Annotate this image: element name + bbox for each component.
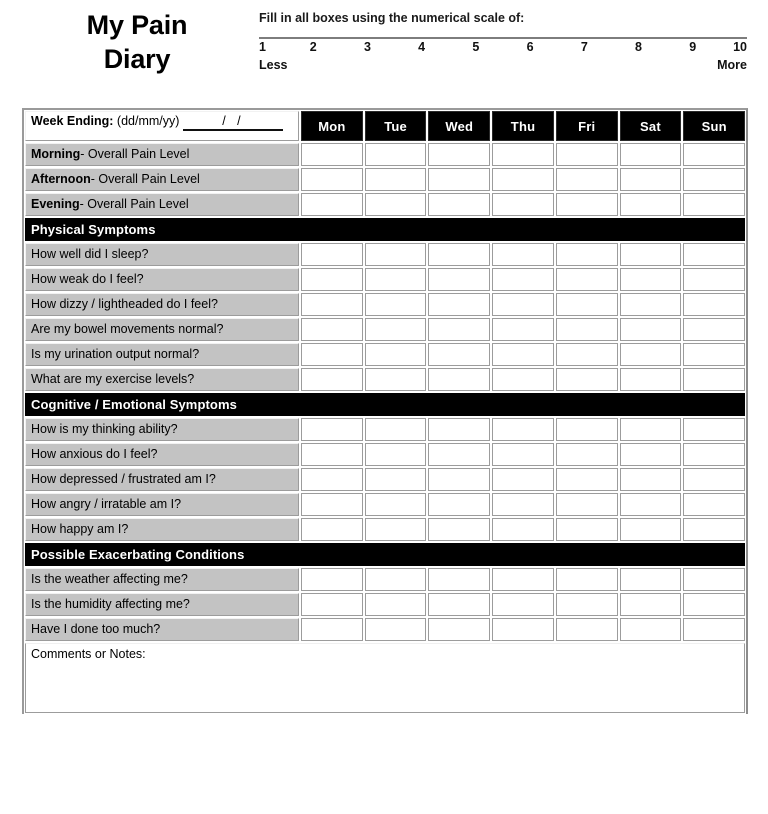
row-label-afternoon — [25, 168, 299, 191]
entry-cell-fri[interactable] — [556, 268, 618, 291]
entry-cell-wed[interactable] — [428, 293, 490, 316]
entry-cell-tue[interactable] — [365, 593, 427, 616]
entry-cell-thu[interactable] — [492, 193, 554, 216]
entry-cell-tue[interactable] — [365, 443, 427, 466]
entry-cell-fri[interactable] — [556, 168, 618, 191]
entry-cell-wed[interactable] — [428, 143, 490, 166]
week-ending-text — [31, 114, 283, 131]
row-label-evening — [25, 193, 299, 216]
entry-cell-tue[interactable] — [365, 143, 427, 166]
scale-tick-3: 3 — [363, 40, 371, 54]
comments-row — [24, 642, 746, 714]
row-label-morning — [25, 143, 299, 166]
entry-cell-thu[interactable] — [492, 518, 554, 541]
table-row — [24, 342, 746, 367]
entry-cell-fri[interactable] — [556, 343, 618, 366]
entry-cell-tue[interactable] — [365, 618, 427, 641]
entry-cell-fri[interactable] — [556, 418, 618, 441]
day-header-thu: Thu — [492, 111, 554, 141]
row-label-question: Have I done too much? — [25, 618, 299, 641]
week-ending-label: Week Ending: — [31, 114, 114, 128]
entry-cell-mon[interactable] — [301, 343, 363, 366]
entry-cell-fri[interactable] — [556, 618, 618, 641]
entry-cell-sat[interactable] — [620, 593, 682, 616]
entry-cell-wed[interactable] — [428, 518, 490, 541]
comments-field[interactable]: Comments or Notes: — [25, 643, 745, 713]
entry-cell-thu[interactable] — [492, 618, 554, 641]
entry-cell-sun[interactable] — [683, 418, 745, 441]
scale-instruction-text: Fill in all boxes using the numerical scale of: — [259, 11, 525, 25]
scale-end-labels — [259, 58, 747, 74]
entry-cell-sun[interactable] — [683, 318, 745, 341]
row-label-question: How angry / irratable am I? — [25, 493, 299, 516]
entry-cell-fri[interactable] — [556, 518, 618, 541]
entry-cell-thu[interactable] — [492, 443, 554, 466]
entry-cell-wed[interactable] — [428, 318, 490, 341]
entry-cell-tue[interactable] — [365, 468, 427, 491]
entry-cell-thu[interactable] — [492, 143, 554, 166]
entry-cell-sun[interactable] — [683, 493, 745, 516]
entry-cell-sat[interactable] — [620, 318, 682, 341]
row-label-rest: - Overall Pain Level — [80, 147, 190, 161]
section-header-possible-exacerbating-conditions — [24, 542, 746, 567]
entry-cell-mon[interactable] — [301, 518, 363, 541]
entry-cell-fri[interactable] — [556, 593, 618, 616]
entry-cell-sun[interactable] — [683, 443, 745, 466]
section-header-cognitive-emotional-symptoms — [24, 392, 746, 417]
entry-cell-thu[interactable] — [492, 593, 554, 616]
entry-cell-sat[interactable] — [620, 468, 682, 491]
entry-cell-sat[interactable] — [620, 268, 682, 291]
row-label-question: How well did I sleep? — [25, 243, 299, 266]
entry-cell-sun[interactable] — [683, 243, 745, 266]
entry-cell-wed[interactable] — [428, 493, 490, 516]
scale-tick-9: 9 — [689, 40, 697, 54]
entry-cell-mon[interactable] — [301, 143, 363, 166]
entry-cell-mon[interactable] — [301, 443, 363, 466]
entry-cell-sat[interactable] — [620, 293, 682, 316]
entry-cell-sun[interactable] — [683, 618, 745, 641]
table-row — [24, 492, 746, 517]
week-ending-format-hint: (dd/mm/yy) — [116, 114, 180, 128]
entry-cell-sat[interactable] — [620, 443, 682, 466]
entry-cell-tue[interactable] — [365, 193, 427, 216]
table-row — [24, 367, 746, 392]
scale-high-label: More — [717, 58, 747, 72]
row-label-strong: Morning — [31, 147, 81, 161]
scale-tick-5: 5 — [472, 40, 480, 54]
row-label-question: How happy am I? — [25, 518, 299, 541]
day-header-sat: Sat — [620, 111, 682, 141]
entry-cell-sun[interactable] — [683, 593, 745, 616]
entry-cell-sat[interactable] — [620, 243, 682, 266]
entry-cell-tue[interactable] — [365, 293, 427, 316]
entry-cell-thu[interactable] — [492, 243, 554, 266]
row-label-question: What are my exercise levels? — [25, 368, 299, 391]
entry-cell-sun[interactable] — [683, 193, 745, 216]
entry-cell-sun[interactable] — [683, 143, 745, 166]
entry-cell-sat[interactable] — [620, 493, 682, 516]
scale-tick-2: 2 — [309, 40, 317, 54]
entry-cell-thu[interactable] — [492, 318, 554, 341]
entry-cell-fri[interactable] — [556, 493, 618, 516]
row-label-rest: - Overall Pain Level — [79, 197, 189, 211]
scale-tick-1: 1 — [259, 40, 266, 54]
table-row — [24, 617, 746, 642]
row-label-question: Is my urination output normal? — [25, 343, 299, 366]
section-banner-label: Possible Exacerbating Conditions — [25, 543, 745, 566]
row-label-question: How is my thinking ability? — [25, 418, 299, 441]
scale-tick-4: 4 — [418, 40, 426, 54]
table-row — [24, 467, 746, 492]
entry-cell-mon[interactable] — [301, 168, 363, 191]
section-banner-label: Cognitive / Emotional Symptoms — [25, 393, 745, 416]
week-ending-field[interactable] — [25, 111, 299, 141]
entry-cell-mon[interactable] — [301, 418, 363, 441]
entry-cell-sat[interactable] — [620, 168, 682, 191]
entry-cell-mon[interactable] — [301, 493, 363, 516]
entry-cell-wed[interactable] — [428, 443, 490, 466]
section-header-physical-symptoms — [24, 217, 746, 242]
entry-cell-fri[interactable] — [556, 293, 618, 316]
table-row — [24, 317, 746, 342]
entry-cell-sat[interactable] — [620, 568, 682, 591]
scale-rule-line — [259, 37, 747, 39]
entry-cell-wed[interactable] — [428, 618, 490, 641]
row-label-strong: Afternoon — [31, 172, 91, 186]
entry-cell-sun[interactable] — [683, 468, 745, 491]
entry-cell-mon[interactable] — [301, 593, 363, 616]
entry-cell-thu[interactable] — [492, 568, 554, 591]
entry-cell-tue[interactable] — [365, 368, 427, 391]
entry-cell-sun[interactable] — [683, 343, 745, 366]
day-header-mon: Mon — [301, 111, 363, 141]
table-row — [24, 242, 746, 267]
entry-cell-fri[interactable] — [556, 193, 618, 216]
row-label-rest: - Overall Pain Level — [90, 172, 200, 186]
entry-cell-wed[interactable] — [428, 418, 490, 441]
entry-cell-sat[interactable] — [620, 518, 682, 541]
entry-cell-mon[interactable] — [301, 193, 363, 216]
table-row — [24, 592, 746, 617]
scale-tick-6: 6 — [526, 40, 534, 54]
row-label-question: Are my bowel movements normal? — [25, 318, 299, 341]
table-row — [24, 167, 746, 192]
row-label-question: How depressed / frustrated am I? — [25, 468, 299, 491]
entry-cell-tue[interactable] — [365, 343, 427, 366]
entry-cell-fri[interactable] — [556, 468, 618, 491]
entry-cell-sun[interactable] — [683, 518, 745, 541]
table-row — [24, 267, 746, 292]
entry-cell-wed[interactable] — [428, 168, 490, 191]
section-banner-label: Physical Symptoms — [25, 218, 745, 241]
entry-cell-tue[interactable] — [365, 318, 427, 341]
entry-cell-mon[interactable] — [301, 618, 363, 641]
entry-cell-fri[interactable] — [556, 243, 618, 266]
entry-cell-sat[interactable] — [620, 418, 682, 441]
entry-cell-thu[interactable] — [492, 168, 554, 191]
entry-cell-sun[interactable] — [683, 268, 745, 291]
entry-cell-wed[interactable] — [428, 343, 490, 366]
entry-cell-thu[interactable] — [492, 468, 554, 491]
entry-cell-wed[interactable] — [428, 368, 490, 391]
row-label-question: How weak do I feel? — [25, 268, 299, 291]
entry-cell-thu[interactable] — [492, 368, 554, 391]
scale-tick-8: 8 — [635, 40, 642, 54]
entry-cell-wed[interactable] — [428, 193, 490, 216]
entry-cell-mon[interactable] — [301, 368, 363, 391]
page-title-line-2: Diary — [103, 44, 171, 74]
entry-cell-tue[interactable] — [365, 518, 427, 541]
entry-cell-fri[interactable] — [556, 368, 618, 391]
entry-cell-wed[interactable] — [428, 468, 490, 491]
entry-cell-sat[interactable] — [620, 368, 682, 391]
table-row — [24, 517, 746, 542]
entry-cell-mon[interactable] — [301, 468, 363, 491]
page-title-line-1: My Pain — [86, 10, 188, 40]
entry-cell-sat[interactable] — [620, 193, 682, 216]
entry-cell-wed[interactable] — [428, 568, 490, 591]
numerical-scale-legend — [259, 10, 747, 74]
entry-cell-mon[interactable] — [301, 293, 363, 316]
day-header-sun: Sun — [683, 111, 745, 141]
entry-cell-mon[interactable] — [301, 268, 363, 291]
page-title — [22, 8, 252, 76]
entry-cell-sun[interactable] — [683, 168, 745, 191]
page-header — [0, 0, 768, 100]
entry-cell-tue[interactable] — [365, 243, 427, 266]
entry-cell-tue[interactable] — [365, 568, 427, 591]
table-row — [24, 567, 746, 592]
entry-cell-mon[interactable] — [301, 243, 363, 266]
table-header-row — [24, 110, 746, 142]
entry-cell-tue[interactable] — [365, 418, 427, 441]
entry-cell-fri[interactable] — [556, 143, 618, 166]
row-label-question: Is the weather affecting me? — [25, 568, 299, 591]
entry-cell-sat[interactable] — [620, 618, 682, 641]
day-header-tue: Tue — [365, 111, 427, 141]
row-label-strong: Evening — [31, 197, 80, 211]
row-label-question: How anxious do I feel? — [25, 443, 299, 466]
entry-cell-tue[interactable] — [365, 268, 427, 291]
entry-cell-thu[interactable] — [492, 268, 554, 291]
scale-low-label: Less — [259, 58, 288, 72]
entry-cell-fri[interactable] — [556, 318, 618, 341]
scale-tick-10: 10 — [733, 40, 747, 54]
pain-diary-table — [22, 108, 748, 714]
entry-cell-thu[interactable] — [492, 418, 554, 441]
entry-cell-thu[interactable] — [492, 343, 554, 366]
entry-cell-sun[interactable] — [683, 368, 745, 391]
entry-cell-sun[interactable] — [683, 293, 745, 316]
table-row — [24, 292, 746, 317]
day-header-fri: Fri — [556, 111, 618, 141]
scale-tick-7: 7 — [580, 40, 588, 54]
entry-cell-fri[interactable] — [556, 568, 618, 591]
entry-cell-tue[interactable] — [365, 168, 427, 191]
entry-cell-thu[interactable] — [492, 493, 554, 516]
entry-cell-sat[interactable] — [620, 343, 682, 366]
entry-cell-wed[interactable] — [428, 593, 490, 616]
table-row — [24, 417, 746, 442]
row-label-question: How dizzy / lightheaded do I feel? — [25, 293, 299, 316]
table-row — [24, 192, 746, 217]
day-header-wed: Wed — [428, 111, 490, 141]
entry-cell-tue[interactable] — [365, 493, 427, 516]
entry-cell-fri[interactable] — [556, 443, 618, 466]
entry-cell-thu[interactable] — [492, 293, 554, 316]
entry-cell-wed[interactable] — [428, 268, 490, 291]
entry-cell-wed[interactable] — [428, 243, 490, 266]
entry-cell-sat[interactable] — [620, 143, 682, 166]
table-row — [24, 142, 746, 167]
entry-cell-mon[interactable] — [301, 318, 363, 341]
row-label-question: Is the humidity affecting me? — [25, 593, 299, 616]
entry-cell-mon[interactable] — [301, 568, 363, 591]
week-ending-input[interactable]: / / — [183, 114, 283, 131]
entry-cell-sun[interactable] — [683, 568, 745, 591]
scale-number-ticks — [259, 40, 747, 56]
table-row — [24, 442, 746, 467]
